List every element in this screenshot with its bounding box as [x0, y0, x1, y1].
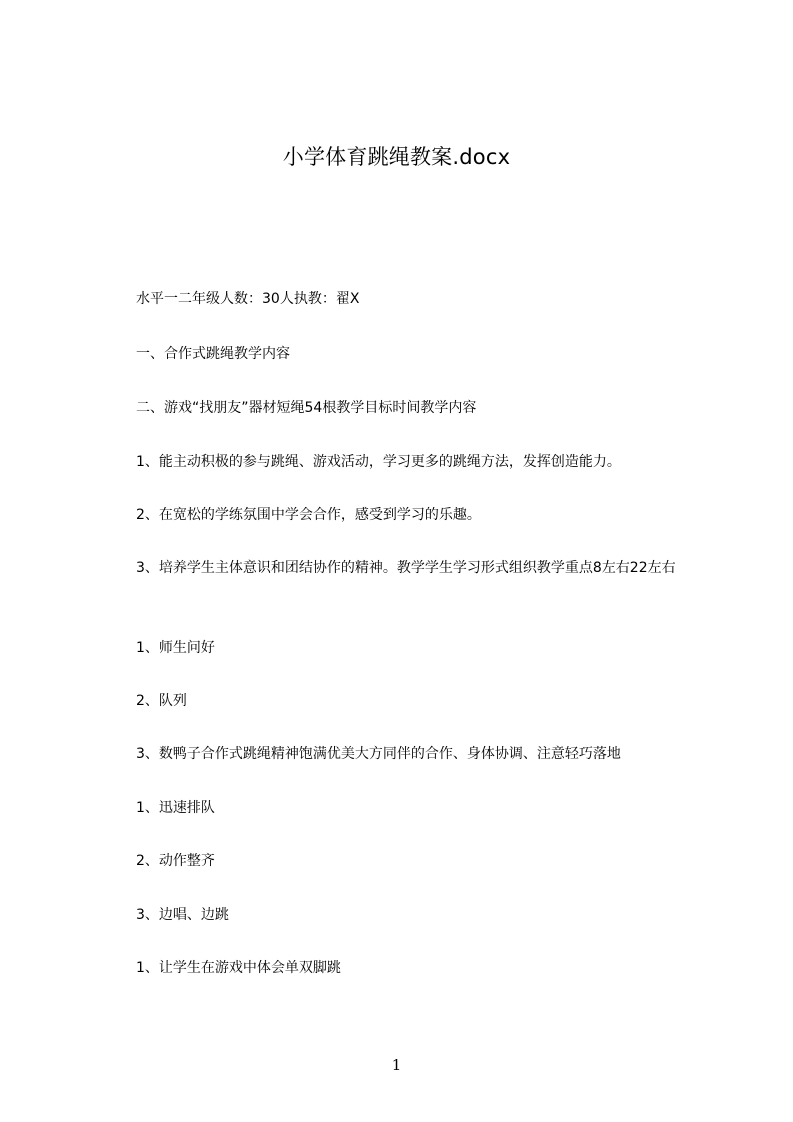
paragraph-step-formation: 2、队列 — [136, 693, 187, 709]
paragraph-section-two: 二、游戏“找朋友”器材短绳54根教学目标时间教学内容 — [136, 400, 477, 416]
paragraph-req-sing-jump: 3、边唱、边跳 — [136, 907, 229, 923]
paragraph-step-ducks: 3、数鸭子合作式跳绳精神饱满优美大方同伴的合作、身体协调、注意轻巧落地 — [136, 746, 621, 762]
paragraph-req-uniform: 2、动作整齐 — [136, 853, 215, 869]
paragraph-req-line-up: 1、迅速排队 — [136, 800, 215, 816]
document-title: 小学体育跳绳教案.docx — [282, 145, 511, 169]
paragraph-class-info: 水平一二年级人数：30人执教：翟X — [136, 291, 360, 307]
paragraph-goal-2: 2、在宽松的学练氛围中学会合作，感受到学习的乐趣。 — [136, 507, 481, 523]
paragraph-goal-3: 3、培养学生主体意识和团结协作的精神。教学学生学习形式组织教学重点8左右22左右 — [136, 560, 676, 576]
paragraph-step-greeting: 1、师生问好 — [136, 640, 215, 656]
paragraph-section-one: 一、合作式跳绳教学内容 — [136, 346, 290, 362]
paragraph-game-experience: 1、让学生在游戏中体会单双脚跳 — [136, 960, 341, 976]
paragraph-goal-1: 1、能主动积极的参与跳绳、游戏活动，学习更多的跳绳方法，发挥创造能力。 — [136, 454, 621, 470]
page-number: 1 — [391, 1056, 402, 1074]
